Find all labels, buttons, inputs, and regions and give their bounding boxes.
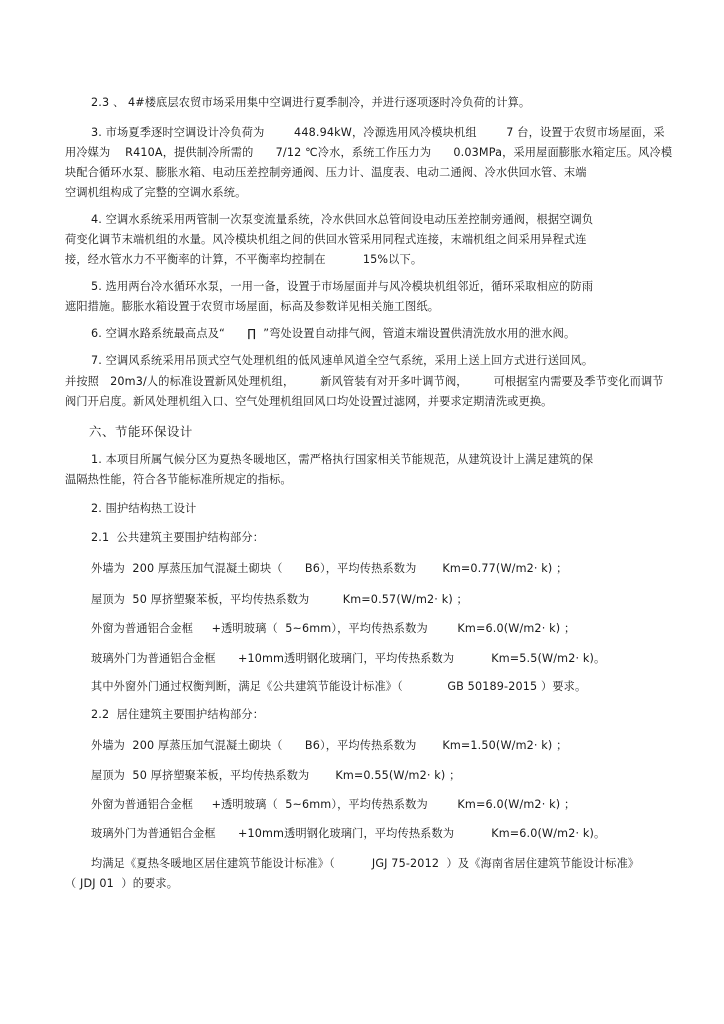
residential-wall: 外墙为 200 厚蒸压加气混凝土砌块（ B6），平均传热系数为 Km=1.50(W/m2· k) ； <box>91 739 568 752</box>
paragraph-4-line-2: 荷变化调节末端机组的水量。风冷模块机组之间的供回水管采用同程式连接，末端机组之间采用异程式连 <box>65 233 587 246</box>
residential-glass-door: 玻璃外门为普通铝合金框 +10mm透明钢化玻璃门，平均传热系数为 Km=6.0(W/m2· k)。 <box>91 827 606 840</box>
paragraph-2-3: 2.3 、 4#楼底层农贸市场采用集中空调进行夏季制冷，并进行逐项逐时冷负荷的计算。 <box>91 96 531 109</box>
paragraph-7-line-2: 并按照 20m3/人的标准设置新风处理机组， 新风管装有对开多叶调节阀， 可根据室内需要及季节变化而调节 <box>65 375 664 388</box>
paragraph-3-line-3: 块配合循环水泵、膨胀水箱、电动压差控制旁通阀、压力计、温度表、电动二通阀、冷水供回水管、末端 <box>65 166 587 179</box>
subheading-envelope: 2. 围护结构热工设计 <box>91 502 197 515</box>
public-wall: 外墙为 200 厚蒸压加气混凝土砌块（ B6），平均传热系数为 Km=0.77(W/m2· k) ； <box>91 562 568 575</box>
standards-compliance-line-2: （ JDJ 01 ）的要求。 <box>65 877 179 890</box>
paragraph-3-line-2: 用冷媒为 R410A，提供制冷所需的 7/12 ℃冷水，系统工作压力为 0.03MPa，采用屋面膨胀水箱定压。风冷模 <box>65 146 673 159</box>
paragraph-6: 6. 空调水路系统最高点及“ ∏ ”弯处设置自动排气阀，管道末端设置供清洗放水用的泄水阀。 <box>91 327 576 340</box>
section-heading: 六、节能环保设计 <box>89 424 193 439</box>
paragraph-3-line-1: 3. 市场夏季逐时空调设计冷负荷为 448.94kW，冷源选用风冷模块机组 7 台，设置于农贸市场屋面，采 <box>91 126 665 139</box>
residential-roof: 屋顶为 50 厚挤塑聚苯板，平均传热系数为 Km=0.55(W/m2· k) ； <box>91 769 461 782</box>
energy-para-1-line-1: 1. 本项目所属气候分区为夏热冬暖地区，需严格执行国家相关节能规范，从建筑设计上满足建筑的保 <box>91 453 594 466</box>
paragraph-7-line-1: 7. 空调风系统采用吊顶式空气处理机组的低风速单风道全空气系统，采用上送上回方式进行送回风。 <box>91 354 594 367</box>
paragraph-3-line-4: 空调机组构成了完整的空调水系统。 <box>65 186 247 199</box>
standards-compliance-line-1: 均满足《夏热冬暖地区居住建筑节能设计标准》（ JGJ 75-2012 ）及《海南省居住建筑节能设计标准》 <box>91 857 640 870</box>
paragraph-7-line-3: 阀门开启度。新风处理机组入口、空气处理机组回风口均处设置过滤网，并要求定期清洗或更换。 <box>65 395 553 408</box>
energy-para-1-line-2: 温隔热性能，符合各节能标准所规定的指标。 <box>65 473 292 486</box>
residential-window: 外窗为普通铝合金框 +透明玻璃（ 5~6mm），平均传热系数为 Km=6.0(W/m2· k) ； <box>91 798 576 811</box>
paragraph-4-line-3: 接，经水管水力不平衡率的计算，不平衡率均控制在 15%以下。 <box>65 253 423 266</box>
public-roof: 屋顶为 50 厚挤塑聚苯板，平均传热系数为 Km=0.57(W/m2· k) ； <box>91 593 468 606</box>
subheading-public-building: 2.1 公共建筑主要围护结构部分： <box>91 531 265 544</box>
subheading-residential-building: 2.2 居住建筑主要围护结构部分： <box>91 708 265 721</box>
public-compliance: 其中外窗外门通过权衡判断，满足《公共建筑节能设计标准》（ GB 50189-2015 ）要求。 <box>91 680 587 693</box>
paragraph-4-line-1: 4. 空调水系统采用两管制一次泵变流量系统，冷水供回水总管间设电动压差控制旁通阀，根据空调负 <box>91 213 594 226</box>
paragraph-5-line-1: 5. 选用两台冷水循环水泵，一用一备，设置于市场屋面并与风冷模块机组邻近，循环采取相应的防雨 <box>91 280 594 293</box>
paragraph-5-line-2: 遮阳措施。膨胀水箱设置于农贸市场屋面，标高及参数详见相关施工图纸。 <box>65 300 440 313</box>
public-glass-door: 玻璃外门为普通铝合金框 +10mm透明钢化玻璃门，平均传热系数为 Km=5.5(W/m2· k)。 <box>91 652 606 665</box>
public-window: 外窗为普通铝合金框 +透明玻璃（ 5~6mm），平均传热系数为 Km=6.0(W/m2· k) ； <box>91 622 576 635</box>
